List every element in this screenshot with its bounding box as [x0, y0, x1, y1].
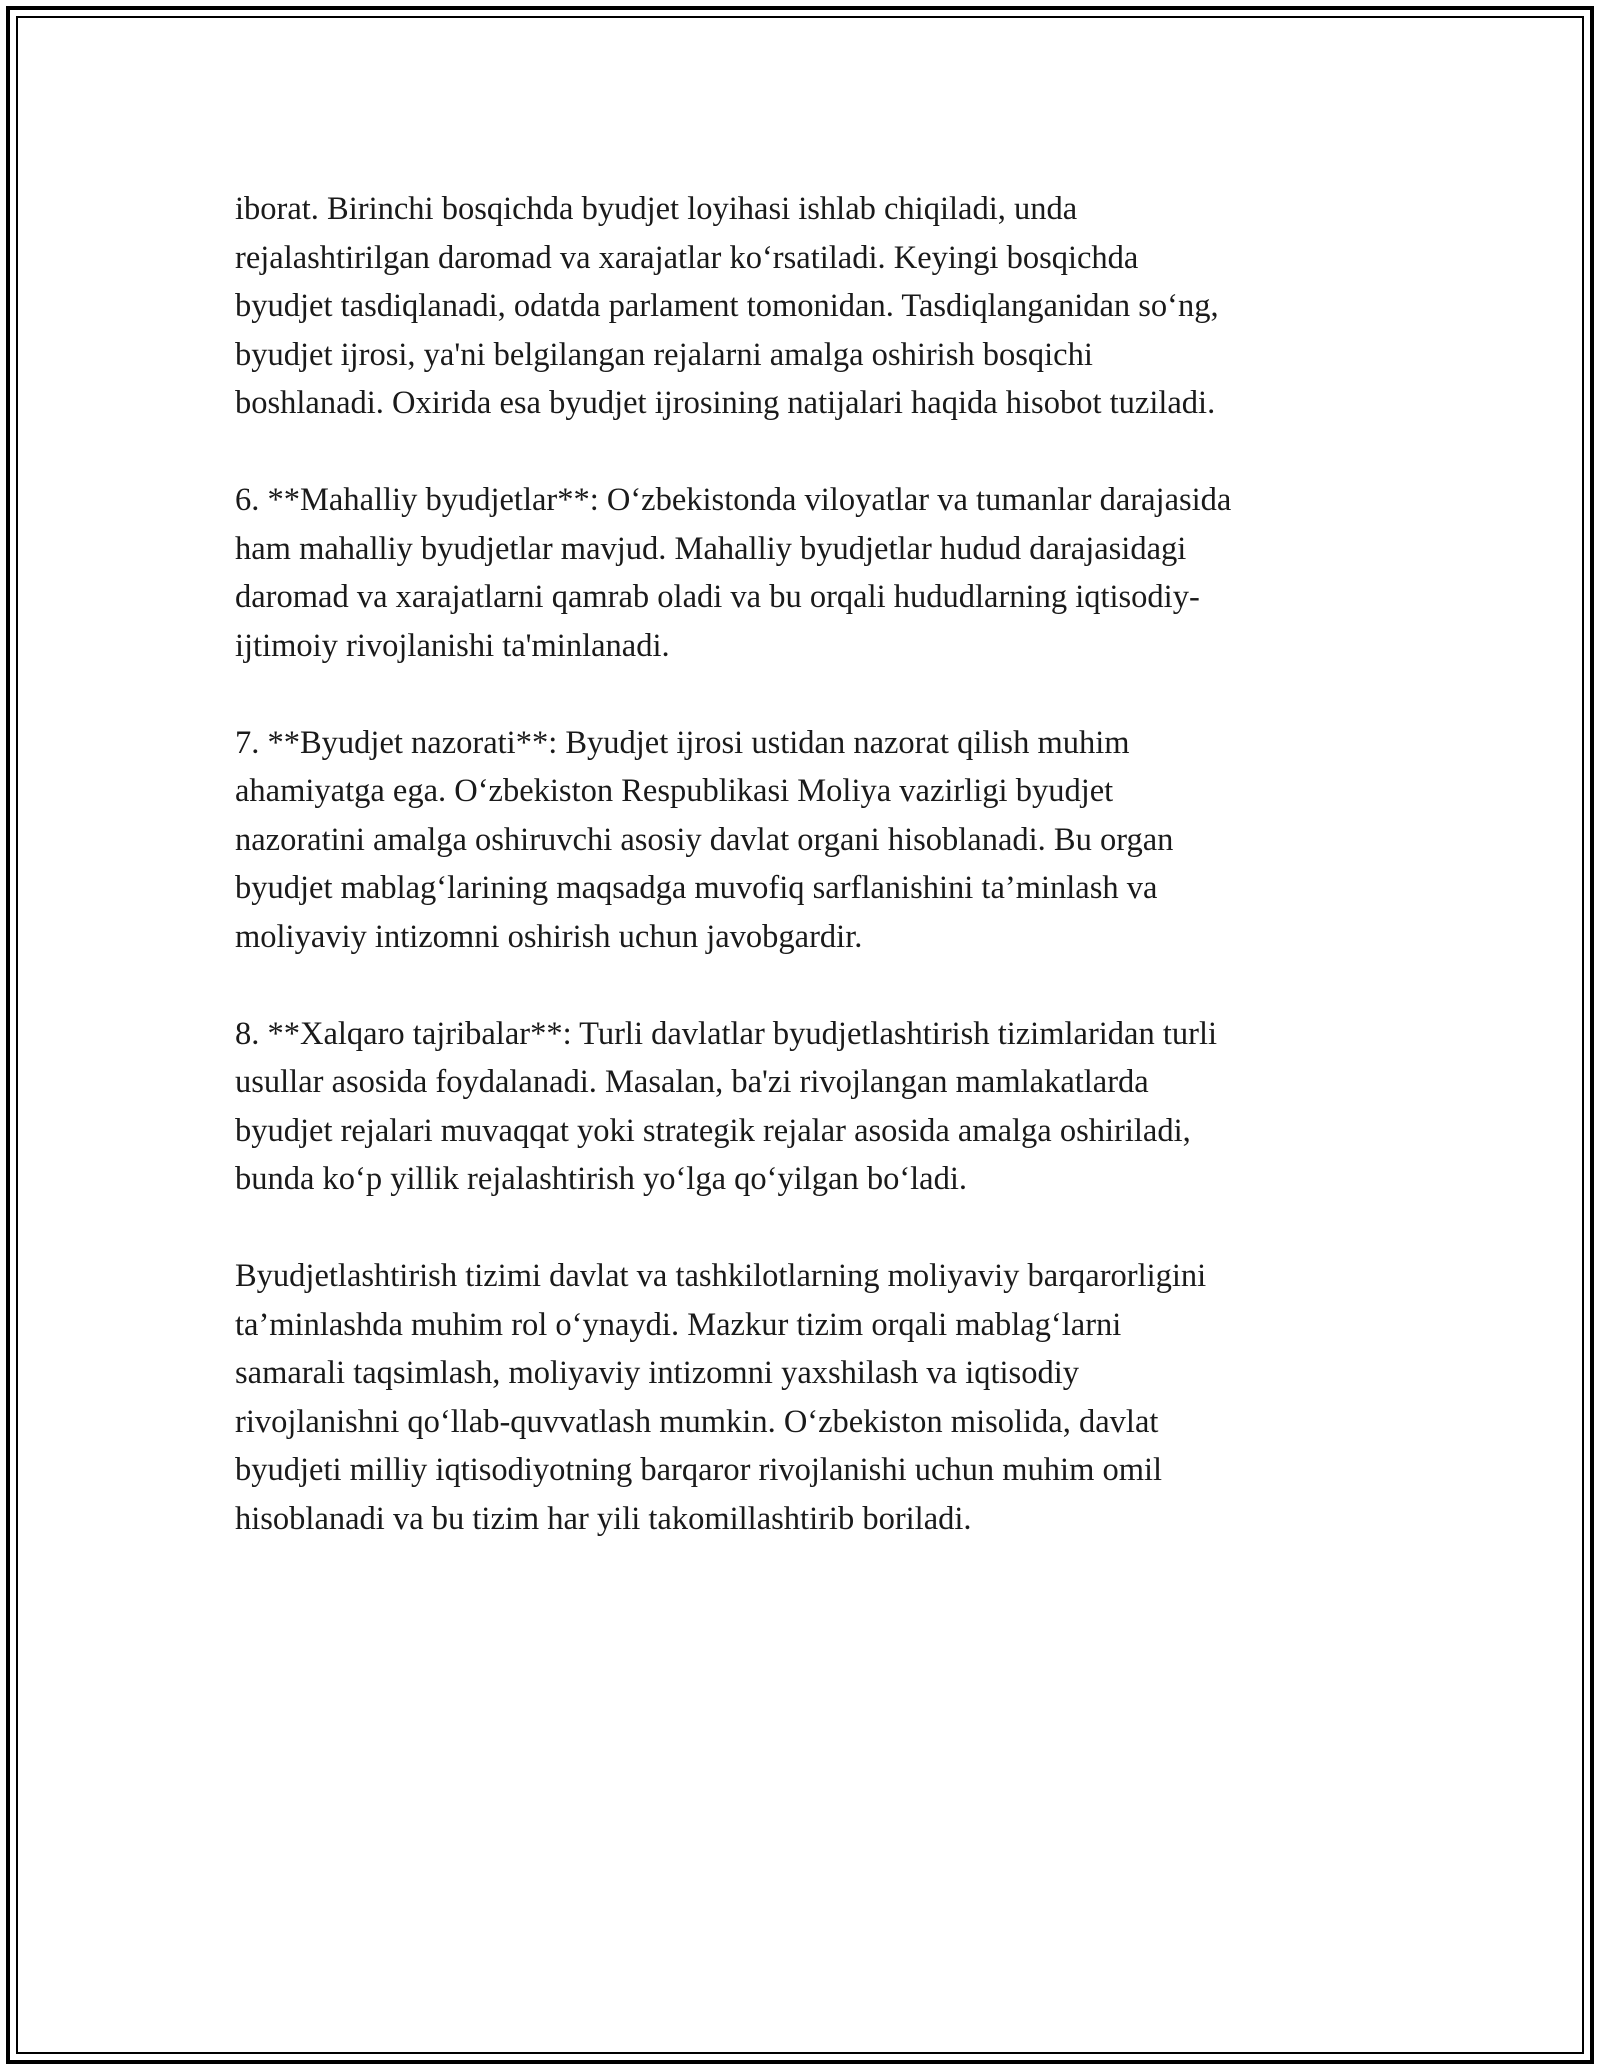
text-line: byudjet rejalari muvaqqat yoki strategik rejalar asosida amalga oshiriladi,: [235, 1112, 1191, 1149]
paragraph-local-budgets: [235, 476, 1385, 670]
text-line: hisoblanadi va bu tizim har yili takomillashtirib boriladi.: [235, 1500, 972, 1537]
paragraph-budget-control: [235, 719, 1385, 962]
text-line: boshlanadi. Oxirida esa byudjet ijrosining natijalari haqida hisobot tuziladi.: [235, 385, 1216, 421]
text-line: byudjet tasdiqlanadi, odatda parlament tomonidan. Tasdiqlanganidan soʻng,: [235, 288, 1219, 324]
paragraph-international-experience: [235, 1010, 1385, 1204]
text-line: usullar asosida foydalanadi. Masalan, ba'zi rivojlangan mamlakatlarda: [235, 1064, 1149, 1100]
text-line: bunda koʻp yillik rejalashtirish yoʻlga qoʻyilgan boʻladi.: [235, 1161, 967, 1197]
text-line: rivojlanishni qoʻllab-quvvatlash mumkin. Oʻzbekiston misolida, davlat: [235, 1403, 1159, 1440]
text-line: Byudjetlashtirish tizimi davlat va tashkilotlarning moliyaviy barqarorligini: [235, 1258, 1207, 1294]
text-line: moliyaviy intizomni oshirish uchun javobgardir.: [235, 918, 863, 955]
text-line: 8. **Xalqaro tajribalar**: Turli davlatlar byudjetlashtirish tizimlaridan turli: [235, 1015, 1218, 1052]
document-body: [235, 185, 1385, 1592]
text-line: byudjet ijrosi, ya'ni belgilangan rejalarni amalga oshirish bosqichi: [235, 336, 1093, 373]
text-line: 7. **Byudjet nazorati**: Byudjet ijrosi ustidan nazorat qilish muhim: [235, 724, 1130, 761]
paragraph-conclusion: [235, 1252, 1385, 1543]
paragraph-budget-stages: [235, 185, 1385, 428]
text-line: ham mahalliy byudjetlar mavjud. Mahalliy byudjetlar hudud darajasidagi: [235, 530, 1187, 567]
text-line: samarali taqsimlash, moliyaviy intizomni yaxshilash va iqtisodiy: [235, 1355, 1079, 1391]
text-line: ta’minlashda muhim rol oʻynaydi. Mazkur tizim orqali mablagʻlarni: [235, 1306, 1122, 1343]
text-line: 6. **Mahalliy byudjetlar**: Oʻzbekistonda viloyatlar va tumanlar darajasida: [235, 482, 1232, 518]
text-line: nazoratini amalga oshiruvchi asosiy davlat organi hisoblanadi. Bu organ: [235, 821, 1174, 858]
text-line: daromad va xarajatlarni qamrab oladi va bu orqali hududlarning iqtisodiy-: [235, 579, 1200, 615]
text-line: byudjet mablagʻlarining maqsadga muvofiq sarflanishini ta’minlash va: [235, 870, 1158, 906]
text-line: byudjeti milliy iqtisodiyotning barqaror rivojlanishi uchun muhim omil: [235, 1452, 1163, 1488]
text-line: iborat. Birinchi bosqichda byudjet loyihasi ishlab chiqiladi, unda: [235, 191, 1078, 227]
text-line: ijtimoiy rivojlanishi ta'minlanadi.: [235, 627, 670, 664]
text-line: rejalashtirilgan daromad va xarajatlar koʻrsatiladi. Keyingi bosqichda: [235, 239, 1139, 276]
text-line: ahamiyatga ega. Oʻzbekiston Respublikasi Moliya vazirligi byudjet: [235, 773, 1114, 809]
